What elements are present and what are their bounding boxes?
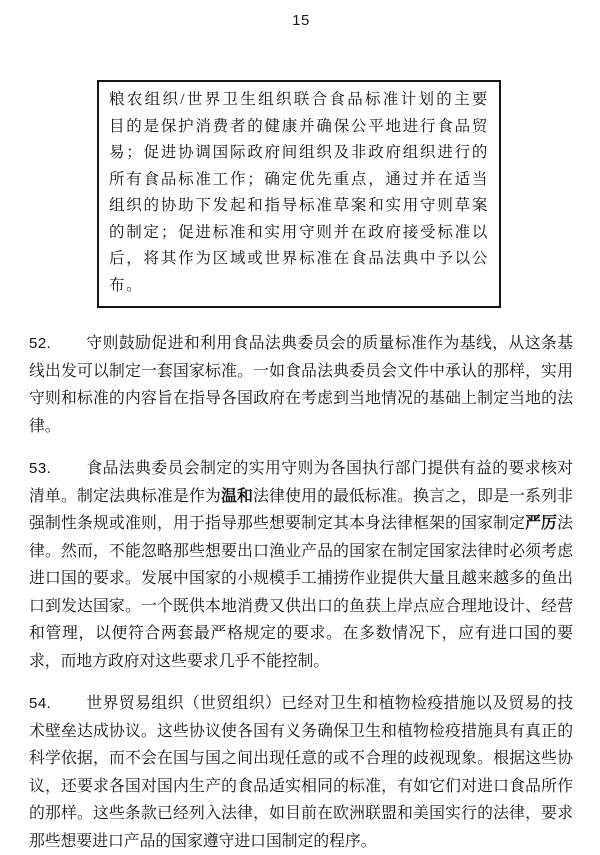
- paragraph-number: 54.: [29, 695, 52, 712]
- text-segment: 法律使用的最低标准。换言之，即是一系列非强制性条规或准则，用于指导那些想要制定其本身法律框架的国家制定: [29, 487, 573, 532]
- paragraph-52: [29, 330, 573, 440]
- quote-box: [97, 80, 501, 308]
- paragraph-text: [29, 695, 573, 850]
- text-segment: 法律。然而，不能忽略那些想要出口渔业产品的国家在制定国家法律时必须考虑进口国的要求。发展中国家的小规模手工捕捞作业提供大量且越来越多的鱼出口到发达国家。一个既供本地消费又供出口的鱼获上岸点应合理地设计、经营和管理，以便符合两套最严格规定的要求。在多数情况下，应有进口国的要求，而地方政府对这些要求几乎不能控制。: [29, 515, 573, 670]
- quote-text: 粮农组织/世界卫生组织联合食品标准计划的主要目的是保护消费者的健康并确保公平地进行食品贸易；促进协调国际政府间组织及非政府组织进行的所有食品标准工作；确定优先重点，通过并在适当组织的协助下发起和指导标准草案和实用守则草案的制定；促进标准和实用守则并在政府接受标准以后，将其作为区域或世界标准在食品法典中予以公布。: [109, 91, 489, 294]
- text-segment: 守则鼓励促进和利用食品法典委员会的质量标准作为基线，从这条基线出发可以制定一套国家标准。一如食品法典委员会文件中承认的那样，实用守则和标准的内容旨在指导各国政府在考虑到当地情况的基础上制定当地的法律。: [29, 335, 573, 435]
- paragraph-text: [29, 335, 573, 435]
- paragraph-number: 53.: [29, 460, 52, 477]
- paragraph-53: [29, 455, 573, 675]
- paragraph-54: [29, 690, 573, 855]
- paragraph-number: 52.: [29, 335, 52, 352]
- bold-term: 严厉: [525, 515, 558, 532]
- text-segment: 食品法典委员会制定的实用守则为各国执行部门提供有益的要求核对清单。制定法典标准是作为: [29, 460, 573, 505]
- body-paragraphs: [29, 330, 573, 855]
- text-segment: 世界贸易组织（世贸组织）已经对卫生和植物检疫措施以及贸易的技术壁垒达成协议。这些协议使各国有义务确保卫生和植物检疫措施具有真正的科学依据，而不会在国与国之间出现任意的或不合理的歧视现象。根据这些协议，还要求各国对国内生产的食品适实相同的标准，有如它们对进口食品所作的那样。这些条款已经列入法律，如目前在欧洲联盟和美国实行的法律，要求那些想要进口产品的国家遵守进口国制定的程序。: [29, 695, 573, 850]
- paragraph-text: [29, 460, 573, 670]
- bold-term: 温和: [221, 487, 254, 505]
- page-number: 15: [292, 12, 310, 29]
